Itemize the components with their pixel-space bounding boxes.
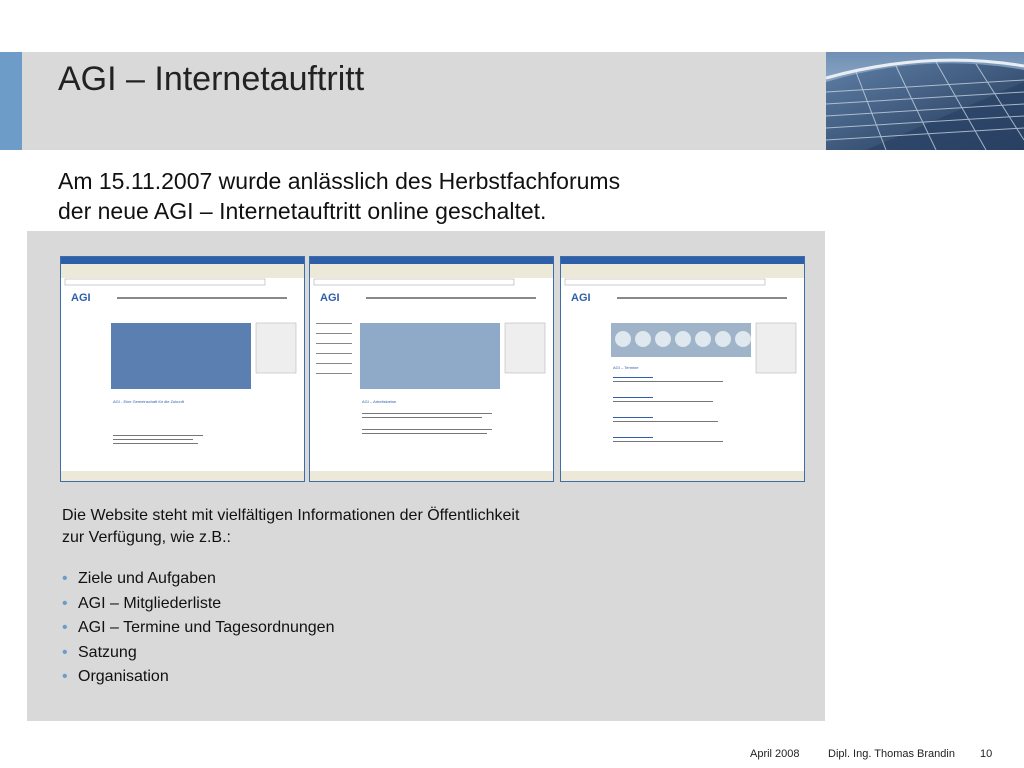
bullet-item: • Organisation xyxy=(62,665,334,690)
intro-line-1: Am 15.11.2007 wurde anlässlich des Herbstfachforums xyxy=(58,168,621,194)
footer-author: Dipl. Ing. Thomas Brandin xyxy=(828,748,955,760)
bullet-item: • AGI – Mitgliederliste xyxy=(62,592,334,617)
footer-page-number: 10 xyxy=(980,748,993,760)
description-line-1: Die Website steht mit vielfältigen Informationen der Öffentlichkeit xyxy=(62,507,520,524)
description-line-2: zur Verfügung, wie z.B.: xyxy=(62,529,231,546)
bullet-item: • Satzung xyxy=(62,641,334,666)
header-accent-bar xyxy=(0,52,22,150)
bullet-item: • Ziele und Aufgaben xyxy=(62,567,334,592)
intro-text xyxy=(58,166,620,226)
website-screenshot-termine xyxy=(560,256,805,482)
website-logo: AGI xyxy=(71,292,91,304)
website-heading: AGI - Eine Gemeinschaft für die Zukunft xyxy=(113,399,184,404)
bullet-item: • AGI – Termine und Tagesordnungen xyxy=(62,616,334,641)
website-heading: AGI – Termine xyxy=(613,365,639,370)
bullet-list xyxy=(62,567,334,690)
website-screenshot-arbeitskreise xyxy=(309,256,554,482)
website-heading: AGI – Arbeitskreise xyxy=(362,399,397,404)
header-architecture-photo xyxy=(826,52,1024,150)
slide-title: AGI – Internetauftritt xyxy=(58,60,365,98)
website-screenshot-home xyxy=(60,256,305,482)
intro-line-2: der neue AGI – Internetauftritt online geschaltet. xyxy=(58,198,547,224)
website-logo: AGI xyxy=(320,292,340,304)
footer-date: April 2008 xyxy=(750,748,800,760)
website-logo: AGI xyxy=(571,292,591,304)
description-text xyxy=(62,505,519,549)
